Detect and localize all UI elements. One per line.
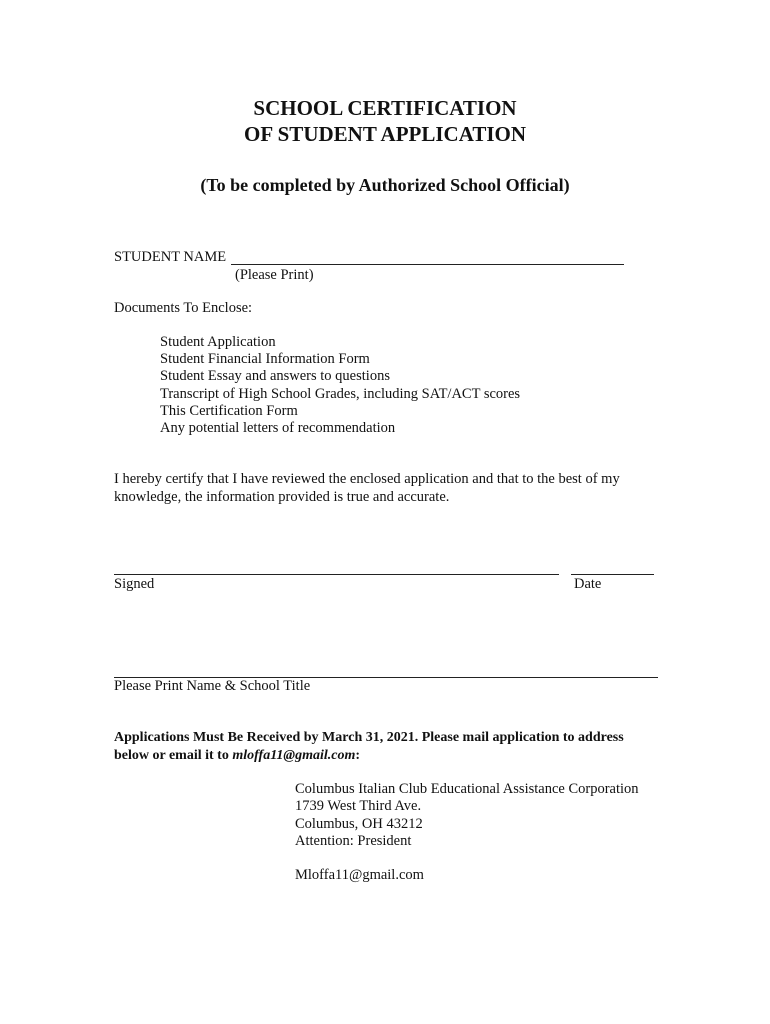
signature-field-line[interactable] [114,574,559,575]
page-subtitle: (To be completed by Authorized School Official) [200,175,570,195]
notice-punctuation: : [355,748,361,763]
address-line-organization: Columbus Italian Club Educational Assistance Corporation [295,781,639,797]
date-label: Date [574,576,602,592]
list-item: This Certification Form [160,402,298,419]
address-line-street: 1739 West Third Ave. [295,798,422,815]
mailing-address [295,781,639,884]
page-title-line2: OF STUDENT APPLICATION [244,122,526,146]
list-item: Student Application [160,334,276,350]
list-item: Any potential letters of recommendation [160,420,396,437]
list-item: Transcript of High School Grades, including SAT/ACT scores [160,385,521,402]
student-name-hint: (Please Print) [235,267,314,283]
date-field-line[interactable] [571,574,654,575]
documents-heading: Documents To Enclose: [114,300,253,316]
student-name-label: STUDENT NAME [114,249,227,265]
student-name-field-line[interactable] [231,264,624,265]
notice-email-link[interactable]: mloffa11@gmail.com [232,748,356,763]
submission-notice [114,729,654,765]
certification-statement: I hereby certify that I have reviewed the enclosed application and that to the best of my knowledge, the information provided is true and accurate. [114,471,620,505]
name-title-label: Please Print Name & School Title [114,678,311,694]
address-line-city: Columbus, OH 43212 [295,815,423,832]
address-line-attention: Attention: President [295,832,412,849]
list-item: Student Financial Information Form [160,351,370,368]
notice-text: Applications Must Be Received by March 31, 2021. Please mail application to address below or email it to [114,730,624,763]
list-item: Student Essay and answers to questions [160,368,390,385]
address-email[interactable]: Mloffa11@gmail.com [295,867,424,884]
page-title-line1: SCHOOL CERTIFICATION [253,96,517,120]
signed-label: Signed [114,576,155,592]
documents-list [160,334,520,437]
